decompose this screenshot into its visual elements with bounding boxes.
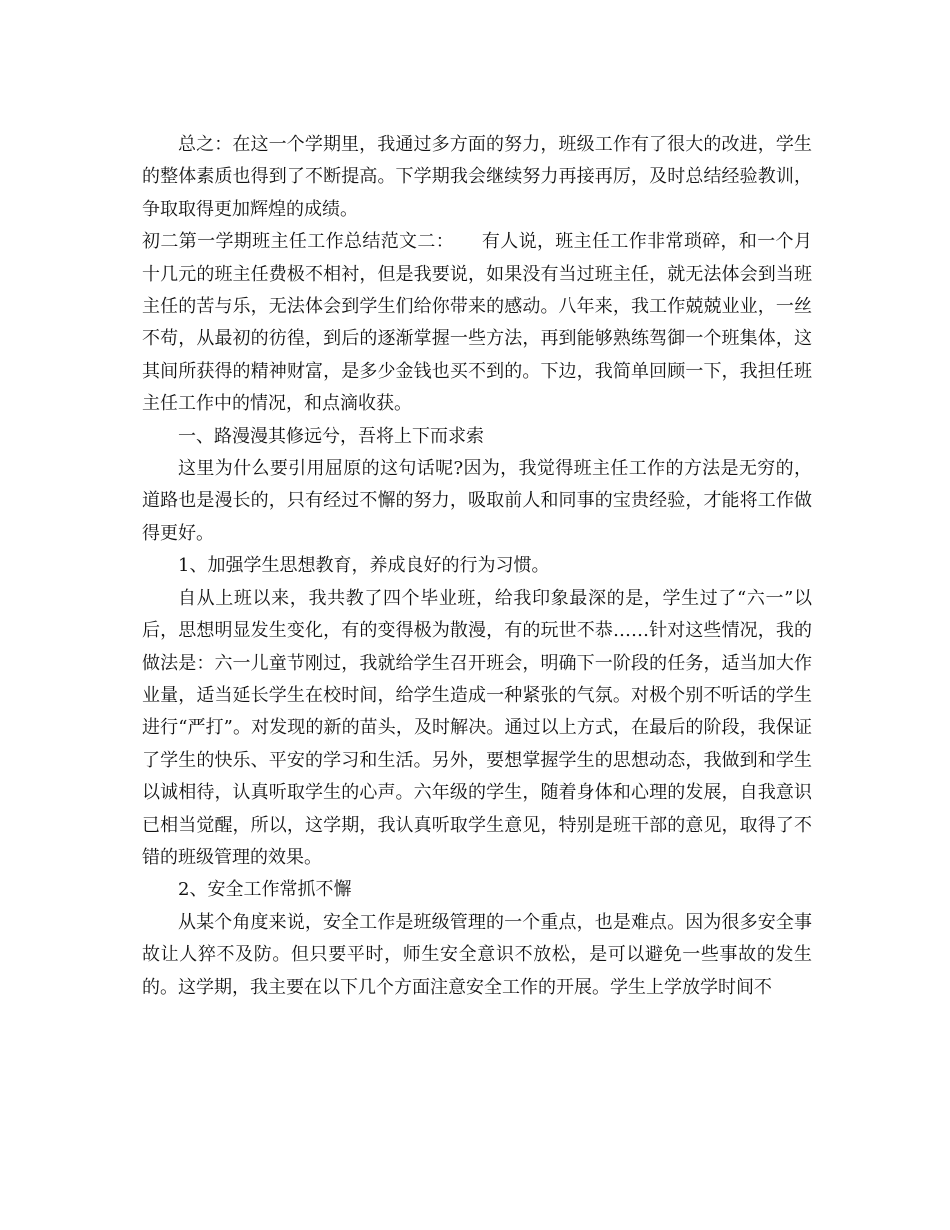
paragraph-quote-explanation: 这里为什么要引用屈原的这句话呢?因为，我觉得班主任工作的方法是无穷的，道路也是漫长的，只有经过不懈的努力，吸取前人和同事的宝贵经验，才能将工作做得更好。 [142, 458, 812, 544]
paragraph-safety-work: 从某个角度来说，安全工作是班级管理的一个重点，也是难点。因为很多安全事故让人猝不及防。但只要平时，师生安全意识不放松，是可以避免一些事故的发生的。这学期，我主要在以下几个方面注意安全工作的开展。学生上学放学时间不 [142, 911, 812, 998]
paragraph-ideological-education: 自从上班以来，我共教了四个毕业班，给我印象最深的是，学生过了“六一”以后，思想明显发生变化，有的变得极为散漫，有的玩世不恭……针对这些情况，我的做法是：六一儿童节刚过，我就给学生召开班会，明确下一阶段的任务，适当加大作业量，适当延长学生在校时间，给学生造成一种紧张的气氛。对极个别不听话的学生进行“严打”。对发现的新的苗头，及时解决。通过以上方式，在最后的阶段，我保证了学生的快乐、平安的学习和生活。另外，要想掌握学生的思想动态，我做到和学生以诚相待，认真听取学生的心声。六年级的学生，随着身体和心理的发展，自我意识已相当觉醒，所以，这学期，我认真听取学生意见，特别是班干部的意见，取得了不错的班级管理的效果。 [142, 587, 812, 868]
section-heading-one: 一、路漫漫其修远兮，吾将上下而求索 [178, 425, 484, 447]
subheading-ideological-education: 1、加强学生思想教育，养成良好的行为习惯。 [178, 555, 550, 577]
paragraph-article-two-intro: 初二第一学期班主任工作总结范文二： 有人说，班主任工作非常琐碎，和一个月十几元的班主任费极不相衬，但是我要说，如果没有当过班主任，就无法体会到当班主任的苦与乐，无法体会到学生们给你带来的感动。八年来，我工作兢兢业业，一丝不苟，从最初的彷徨，到后的逐渐掌握一些方法，再到能够熟练驾御一个班集体，这其间所获得的精神财富，是多少金钱也买不到的。下边，我简单回顾一下，我担任班主任工作中的情况，和点滴收获。 [142, 231, 812, 415]
document-body [142, 129, 812, 1004]
subheading-safety-work: 2、安全工作常抓不懈 [178, 879, 352, 901]
paragraph-summary: 总之：在这一个学期里，我通过多方面的努力，班级工作有了很大的改进，学生的整体素质也得到了不断提高。下学期我会继续努力再接再厉，及时总结经验教训，争取取得更加辉煌的成绩。 [142, 134, 812, 220]
